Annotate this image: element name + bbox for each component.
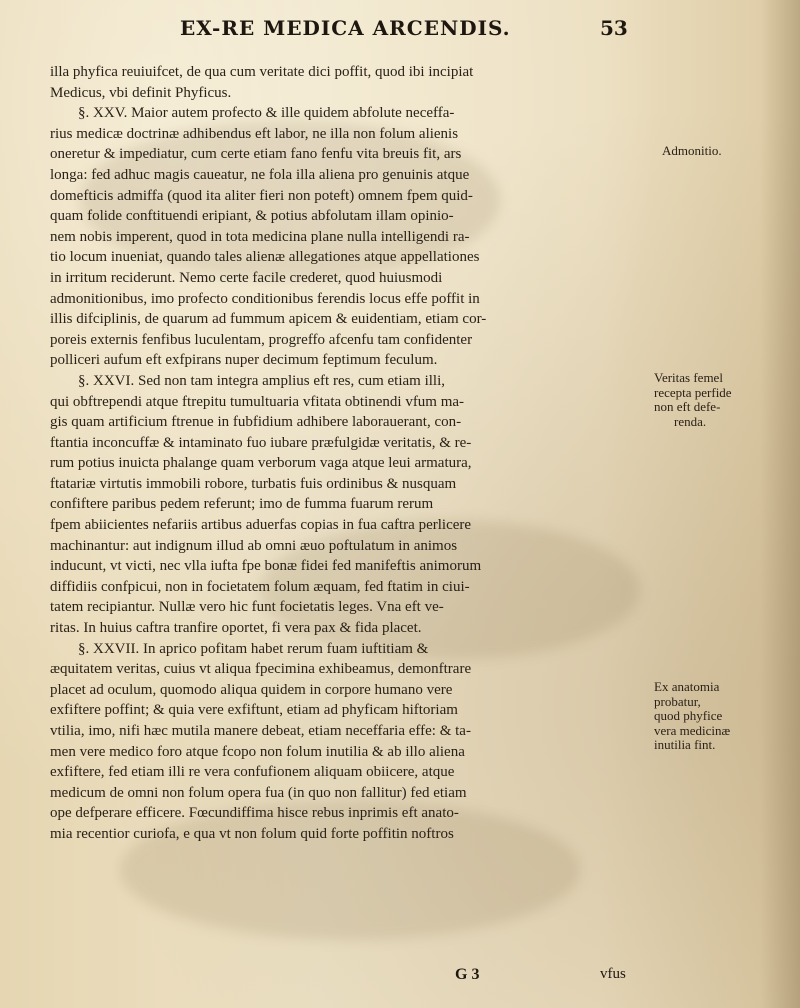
text-line: ftatariæ virtutis immobili robore, turbatis fuis ordinibus & nusquam [50,475,457,492]
margin-note-admonitio [662,144,772,159]
text-line: §. XXV. Maior autem profecto & ille quidem abfolute neceffa- [78,105,455,122]
text-line: placet ad oculum, quomodo aliqua quidem in corpore humano vere [50,681,453,698]
text-line: rum potius inuicta phalange quam verborum vaga atque leui armatura, [50,455,472,472]
text-line: in irritum reciderunt. Nemo certe facile crederet, quod huiusmodi [50,269,443,286]
margin-note-line: Veritas femel [654,370,723,385]
margin-note-anatomia [654,680,764,753]
text-line: tio locum inueniat, quando tales alienæ allegationes atque appellationes [50,249,480,266]
text-line: §. XXVI. Sed non tam integra amplius eft res, cum etiam illi, [78,372,446,389]
text-line: confiftere paribus pedem referunt; imo de fumma fuarum rerum [50,496,434,513]
text-line: §. XXVII. In aprico pofitam habet rerum fuam iuftitiam & [78,640,429,657]
margin-note-line: renda. [674,413,707,429]
text-line: qui obftrependi atque ftrepitu tumultuaria vfitata obtinendi vfum ma- [50,393,465,410]
page-number: 53 [600,16,628,40]
text-line: ope defperare efficere. Fœcundiffima hisce rebus inprimis eft anato- [50,805,459,822]
text-line: men vere medico foro atque fcopo non folum inutilia & ab illo aliena [50,743,465,760]
text-line: ritas. In huius caftra tranfire oportet, fi vera pax & fida placet. [50,620,422,637]
text-line: vtilia, imo, nifi hæc mutila manere debeat, etiam neceffaria effe: & ta- [50,723,471,739]
margin-note-line: probatur, [654,693,701,709]
text-line: tatem recipiantur. Nullæ vero hic funt focietatis leges. Vna eft ve- [50,599,444,616]
signature-mark: G 3 [455,966,480,983]
text-line: illa phyfica reuiuifcet, de qua cum veritate dici poffit, quod ibi incipiat [50,64,474,80]
text-line: inducunt, vt victi, nec vlla iufta fpe bonæ fidei fed manifeftis animorum [50,558,482,575]
text-line: mia recentior curiofa, e qua vt non folum quid forte poffitin noftros [50,825,454,842]
margin-note-line: quod phyfice [654,708,723,723]
text-line: quam folide conftituendi eripiant, & potius abfolutam illam opinio- [50,208,454,225]
text-line: ftantia inconcuffæ & intaminato fuo iubare præfulgidæ veritatis, & re- [50,434,472,451]
text-line: fpem abiicientes nefariis artibus aduerfas copias in fua caftra perlicere [50,517,472,534]
text-line: æquitatem veritas, cuius vt aliqua fpecimina exhibeamus, demonftrare [50,661,472,678]
text-line: Medicus, vbi definit Phyficus. [50,84,232,101]
margin-note-veritas [654,371,764,429]
text-line: oneretur & impediatur, cum certe etiam fano fenfu vita breuis fit, ars [50,146,462,163]
text-line: nem nobis imperent, quod in tota medicina plane nulla intelligendi ra- [50,228,470,245]
margin-note-line: inutilia fint. [654,737,716,752]
text-line: medicum de omni non folum opera fua (in quo non fallitur) fed etiam [50,784,467,801]
running-title: EX-RE MEDICA ARCENDIS. [180,16,511,40]
text-line: illis difciplinis, de quarum ad fummum apicem & euidentiam, etiam cor- [50,311,487,328]
running-header [0,10,800,50]
margin-note-line: non eft defe- [654,399,721,414]
text-line: diffidiis confpicui, non in focietatem folum æquam, fed ftatim in ciui- [50,578,470,595]
margin-note-line: vera medicinæ [654,722,731,738]
text-line: rius medicæ doctrinæ adhibendus eft labor, ne illa non folum alienis [50,125,459,142]
margin-note-line: recepta perfide [654,384,732,400]
margin-note-line: Ex anatomia [654,679,720,694]
text-line: poreis externis fenfibus luculentam, progreffo afcenfu tam confidenter [50,331,473,348]
margin-note-line: Admonitio. [662,143,722,158]
text-line: gis quam artificium ftrenue in fubfidium adhibere laborauerant, con- [50,414,462,431]
catchword: vfus [600,966,626,982]
text-line: exfiftere poffint; & quia vere exfiftunt, etiam ad phyficam hiftoriam [50,702,458,719]
text-line: domefticis admiffa (quod ita aliter fieri non poteft) omnem fpem quid- [50,187,473,204]
text-line: exfiftere, fed etiam illi re vera confufionem aliquam obiicere, atque [50,764,455,781]
text-line: machinantur: aut indignum illud ab omni æuo poftulatum in animos [50,537,458,554]
text-line: longa: fed adhuc magis caueatur, ne fola illa aliena pro genuinis atque [50,166,470,183]
text-line: admonitionibus, imo profecto conditionibus ferendis locus effe poffit in [50,290,480,307]
text-line: polliceri aufum eft exfpirans nuper decimum feptimum feculum. [50,352,438,369]
main-text-block [50,62,650,845]
